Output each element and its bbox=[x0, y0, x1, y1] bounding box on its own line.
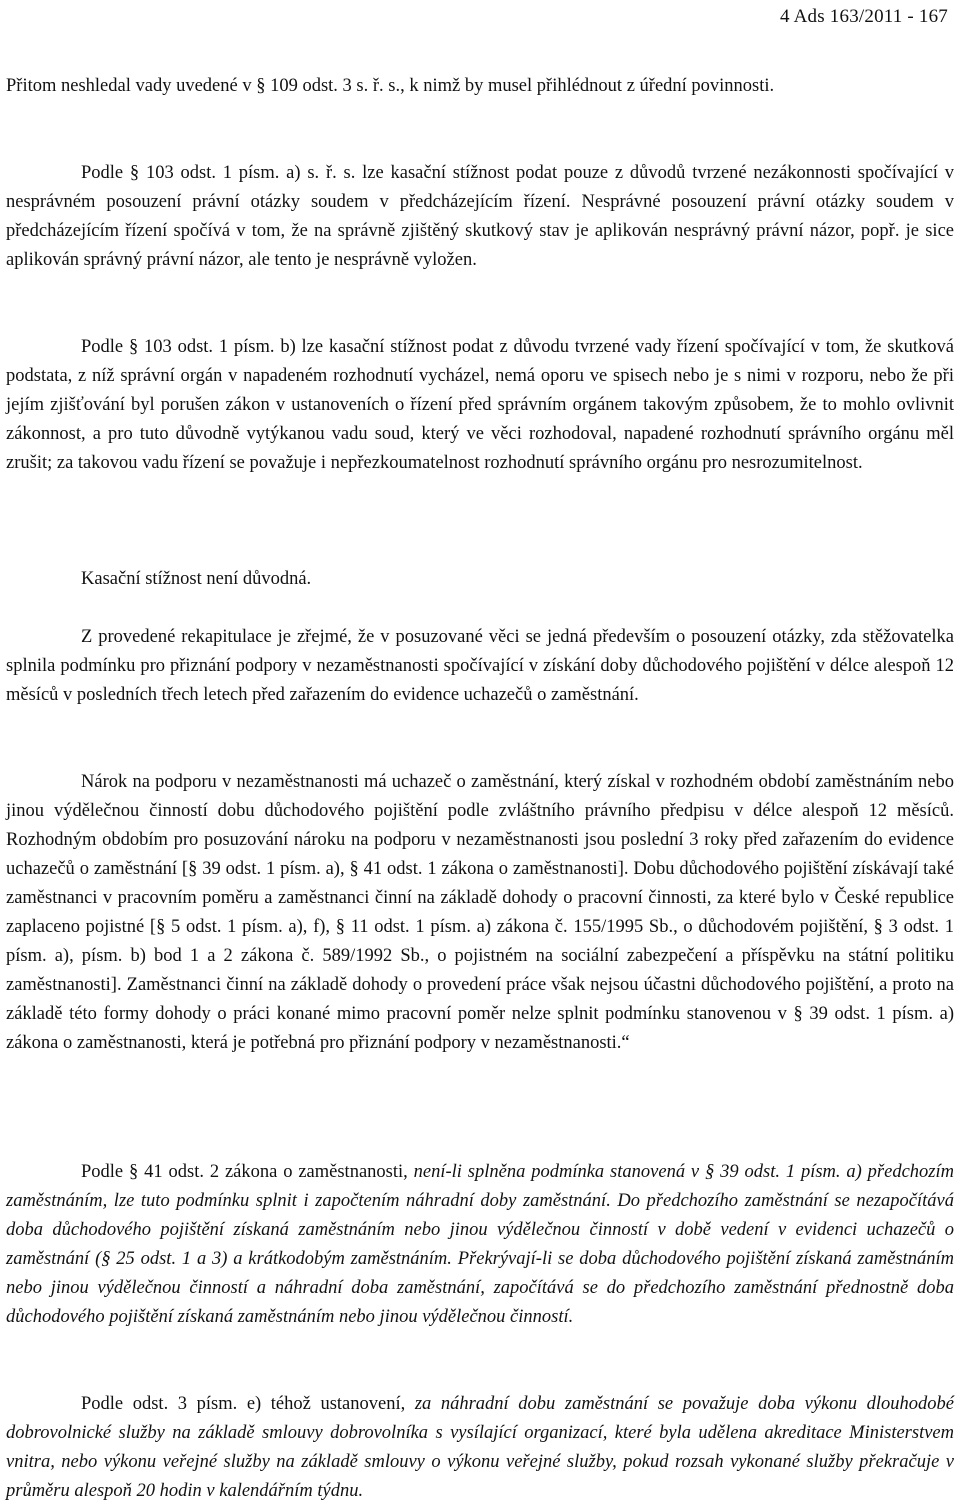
case-number-header: 4 Ads 163/2011 - 167 bbox=[780, 6, 948, 27]
paragraph-7 bbox=[6, 1390, 954, 1506]
paragraph-3: Podle § 103 odst. 1 písm. b) lze kasační stížnost podat z důvodu tvrzené vady řízení spočívající v tom, že skutková podstata, z níž správní orgán v napadeném rozhodnutí vycházel, nemá oporu ve spisech nebo je s nimi v rozporu, nebo že při jejím zjišťování byl porušen zákon v ustanoveních o řízení před správním orgánem takovým způsobem, že to mohlo ovlivnit zákonnost, a pro tuto důvodně vytýkanou vadu soud, který ve věci rozhodoval, napadené rozhodnutí správního orgánu měl zrušit; za takovou vadu řízení se považuje i nepřezkoumatelnost rozhodnutí správního orgánu pro nesrozumitelnost. bbox=[6, 337, 954, 473]
paragraph-6-lead: Podle § 41 odst. 2 zákona o zaměstnanosti, bbox=[81, 1162, 414, 1182]
paragraph-2: Podle § 103 odst. 1 písm. a) s. ř. s. lze kasační stížnost podat pouze z důvodů tvrzené nezákonnosti spočívající v nesprávném posouzení právní otázky soudem v předcházejícím řízení. Nesprávné posouzení právní otázky soudem v předcházejícím řízení spočívá v tom, že na správně zjištěný skutkový stav je aplikován nesprávný právní názor, popř. je sice aplikován správný právní názor, ale tento je nesprávně vyložen. bbox=[6, 163, 954, 270]
paragraph-7-lead: Podle odst. 3 písm. e) téhož ustanovení, bbox=[81, 1394, 415, 1414]
paragraph-conclusion: Kasační stížnost není důvodná. bbox=[81, 569, 312, 589]
paragraph-7-quote: za náhradní dobu zaměstnání se považuje doba výkonu dlouhodobé dobrovolnické služby na základě smlouvy dobrovolníka s vysílající organizací, které byla udělena akreditace Ministerstvem vnitra, nebo výkonu veřejné služby na základě smlouvy o výkonu veřejné služby, pokud rozsah vykonané služby překračuje v průměru alespoň 20 hodin v kalendářním týdnu. bbox=[6, 1394, 954, 1501]
paragraph-1: Přitom neshledal vady uvedené v § 109 odst. 3 s. ř. s., k nimž by musel přihlédnout z úřední povinnosti. bbox=[6, 76, 775, 96]
paragraph-4: Z provedené rekapitulace je zřejmé, že v posuzované věci se jedná především o posouzení otázky, zda stěžovatelka splnila podmínku pro přiznání podpory v nezaměstnanosti spočívající v získání doby důchodového pojištění v délce alespoň 12 měsíců v posledních třech letech před zařazením do evidence uchazečů o zaměstnání. bbox=[6, 627, 954, 705]
paragraph-6 bbox=[6, 1158, 954, 1332]
paragraph-5: Nárok na podporu v nezaměstnanosti má uchazeč o zaměstnání, který získal v rozhodném období zaměstnáním nebo jinou výdělečnou činností dobu důchodového pojištění podle zvláštního právního předpisu v délce alespoň 12 měsíců. Rozhodným obdobím pro posuzování nároku na podporu v nezaměstnanosti jsou poslední 3 roky před zařazením do evidence uchazečů o zaměstnání [§ 39 odst. 1 písm. a), § 41 odst. 1 zákona o zaměstnanosti]. Dobu důchodového pojištění získávají také zaměstnanci v pracovním poměru a zaměstnanci činní na základě dohody o pracovní činnosti, za které bylo v České republice zaplaceno pojistné [§ 5 odst. 1 písm. a), f), § 11 odst. 1 písm. a) zákona č. 155/1995 Sb., o důchodovém pojištění, § 3 odst. 1 písm. a), písm. b) bod 1 a 2 zákona č. 589/1992 Sb., o pojistném na sociální zabezpečení a příspěvku na státní politiku zaměstnanosti]. Zaměstnanci činní na základě dohody o provedení práce však nejsou účastni důchodového pojištění, a proto na základě této formy dohody o práci konané mimo pracovní poměr nelze splnit podmínku stanovenou v § 39 odst. 1 písm. a) zákona o zaměstnanosti, která je potřebná pro přiznání podpory v nezaměstnanosti.“ bbox=[6, 772, 954, 1053]
paragraph-6-quote: není-li splněna podmínka stanovená v § 39 odst. 1 písm. a) předchozím zaměstnáním, lze tuto podmínku splnit i započtením náhradní doby zaměstnání. Do předchozího zaměstnání se nezapočítává doba důchodového pojištění získaná zaměstnáním nebo jinou výdělečnou činností v době vedení v evidenci uchazečů o zaměstnání (§ 25 odst. 1 a 3) a krátkodobým zaměstnáním. Překrývají-li se doba důchodového pojištění získaná zaměstnáním nebo jinou výdělečnou činností a náhradní doba zaměstnání, započítává se do předchozího zaměstnání přednostně doba důchodového pojištění získaná zaměstnáním nebo jinou výdělečnou činností. bbox=[6, 1162, 955, 1327]
